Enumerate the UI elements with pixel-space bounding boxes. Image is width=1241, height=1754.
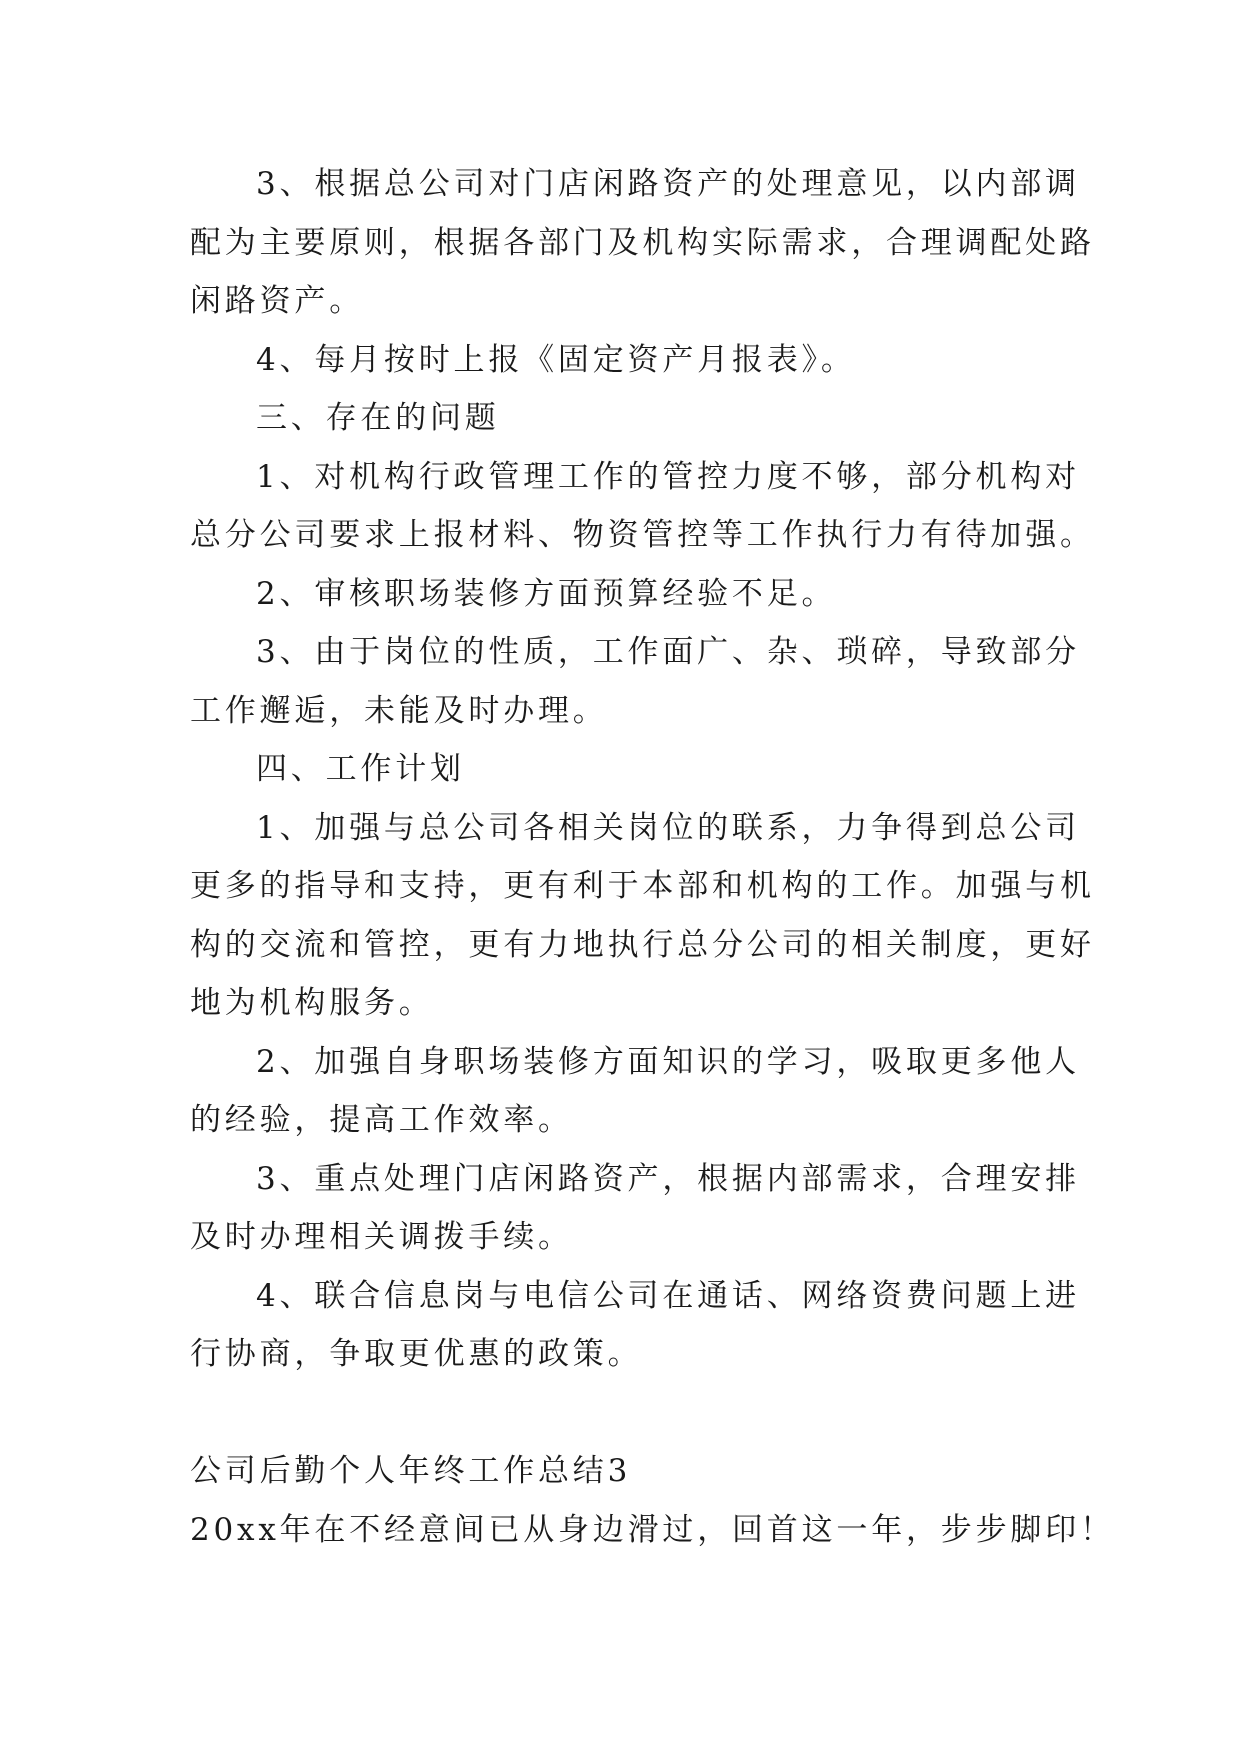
text-line: 工作邂逅，未能及时办理。 xyxy=(190,692,608,729)
text-line: 地为机构服务。 xyxy=(190,985,434,1021)
section-heading-problems xyxy=(190,389,1090,448)
text-line: 2、审核职场装修方面预算经验不足。 xyxy=(256,575,837,612)
text-line: 3、由于岗位的性质，工作面广、杂、琐碎，导致部分 xyxy=(256,634,1080,670)
paragraph-plan-2 xyxy=(190,1033,1090,1150)
text-line: 的经验，提高工作效率。 xyxy=(190,1102,573,1138)
section-heading: 四、工作计划 xyxy=(256,751,465,787)
text-line: 1、对机构行政管理工作的管控力度不够，部分机构对 xyxy=(256,458,1080,495)
next-section-first-line: 20xx年在不经意间已从身边滑过，回首这一年，步步脚印！ xyxy=(190,1511,1115,1548)
text-line: 3、根据总公司对门店闲路资产的处理意见，以内部调 xyxy=(256,166,1080,202)
document-body xyxy=(190,155,1115,1559)
text-line: 构的交流和管控，更有力地执行总分公司的相关制度，更好 xyxy=(190,926,1095,963)
text-line: 1、加强与总公司各相关岗位的联系，力争得到总公司 xyxy=(256,809,1080,846)
text-line: 更多的指导和支持，更有利于本部和机构的工作。加强与机 xyxy=(190,868,1095,904)
text-line: 4、每月按时上报《固定资产月报表》。 xyxy=(256,341,856,378)
paragraph-plan-4 xyxy=(190,1267,1090,1384)
paragraph-plan-1 xyxy=(190,799,1095,1033)
section-heading-work-plan xyxy=(190,740,1090,799)
paragraph-problem-1 xyxy=(190,448,1095,565)
blank-line xyxy=(190,1384,1090,1443)
text-line: 3、重点处理门店闲路资产，根据内部需求，合理安排 xyxy=(256,1160,1080,1197)
text-line: 行协商，争取更优惠的政策。 xyxy=(190,1336,643,1372)
text-line: 2、加强自身职场装修方面知识的学习，吸取更多他人 xyxy=(256,1043,1080,1080)
text-line: 闲路资产。 xyxy=(190,283,364,319)
next-section-title: 公司后勤个人年终工作总结3 xyxy=(190,1453,632,1489)
paragraph-problem-3 xyxy=(190,623,1090,740)
text-line: 总分公司要求上报材料、物资管控等工作执行力有待加强。 xyxy=(190,517,1095,553)
section-heading: 三、存在的问题 xyxy=(256,400,500,436)
text-line: 及时办理相关调拨手续。 xyxy=(190,1219,573,1255)
paragraph-plan-3 xyxy=(190,1150,1090,1267)
paragraph-problem-2 xyxy=(190,565,1090,624)
paragraph-monthly-report xyxy=(190,331,1090,390)
paragraph-asset-allocation xyxy=(190,155,1095,331)
text-line: 4、联合信息岗与电信公司在通话、网络资费问题上进 xyxy=(256,1277,1080,1314)
text-line: 配为主要原则，根据各部门及机构实际需求，合理调配处路 xyxy=(190,224,1095,261)
